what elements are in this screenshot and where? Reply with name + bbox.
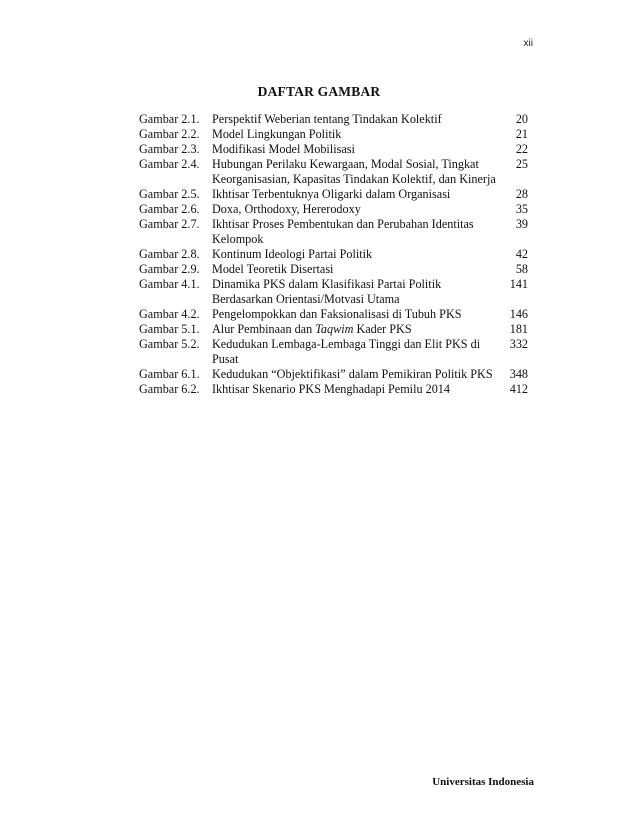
figure-page-number: 20 [515,112,528,126]
figure-caption [212,382,496,397]
figure-caption [212,142,496,157]
figure-caption [212,202,496,217]
figure-caption [212,112,496,127]
figure-caption-line: Modifikasi Model Mobilisasi [212,142,355,156]
figure-page-number: 146 [509,307,528,321]
page-number: xii [523,38,533,49]
list-item [139,337,528,367]
figure-label: Gambar 2.4. [139,157,200,171]
caption-italic-term: Taqwim [315,322,354,336]
list-item [139,157,528,187]
figure-list [139,112,528,397]
caption-text: Kader PKS [353,322,412,336]
figure-caption [212,247,496,262]
figure-caption-line: Berdasarkan Orientasi/Motvasi Utama [212,292,400,306]
figure-page-number: 348 [509,367,528,381]
figure-caption-line: Ikhtisar Terbentuknya Oligarki dalam Organisasi [212,187,451,201]
figure-caption [212,157,496,187]
figure-label: Gambar 2.6. [139,202,200,216]
figure-caption [212,127,496,142]
figure-page-number: 42 [515,247,528,261]
list-item [139,367,528,382]
figure-label: Gambar 4.2. [139,307,200,321]
list-item [139,247,528,262]
figure-caption [212,307,496,322]
caption-text: Alur Pembinaan dan [212,322,316,336]
figure-caption-line: Ikhtisar Skenario PKS Menghadapi Pemilu 2014 [212,382,450,396]
figure-label: Gambar 2.5. [139,187,200,201]
figure-caption-line: Kedudukan “Objektifikasi” dalam Pemikiran Politik PKS [212,367,493,381]
figure-label: Gambar 2.8. [139,247,200,261]
list-item [139,217,528,247]
figure-caption [212,337,496,367]
figure-caption-line: Kelompok [212,232,264,246]
list-item [139,142,528,157]
figure-caption [212,367,496,382]
list-item [139,307,528,322]
figure-page-number: 181 [509,322,528,336]
figure-page-number: 412 [509,382,528,396]
footer-institution: Universitas Indonesia [432,776,534,788]
list-item [139,277,528,307]
figure-caption-line: Keorganisasian, Kapasitas Tindakan Kolektif, dan Kinerja [212,172,496,186]
figure-page-number: 21 [515,127,528,141]
figure-caption [212,217,496,247]
list-item [139,382,528,397]
figure-caption-line: Pusat [212,352,239,366]
figure-label: Gambar 4.1. [139,277,200,291]
figure-caption-line: Hubungan Perilaku Kewargaan, Modal Sosial, Tingkat [212,157,479,171]
figure-label: Gambar 2.1. [139,112,200,126]
figure-page-number: 35 [515,202,528,216]
figure-caption [212,322,496,337]
figure-page-number: 141 [509,277,528,291]
figure-caption [212,187,496,202]
figure-label: Gambar 5.2. [139,337,200,351]
figure-label: Gambar 2.9. [139,262,200,276]
figure-caption-line: Kontinum Ideologi Partai Politik [212,247,373,261]
figure-label: Gambar 6.1. [139,367,200,381]
list-item [139,202,528,217]
list-item [139,262,528,277]
list-item [139,187,528,202]
figure-page-number: 332 [509,337,528,351]
figure-caption-line: Model Lingkungan Politik [212,127,342,141]
figure-caption-line: Kedudukan Lembaga-Lembaga Tinggi dan Elit PKS di [212,337,481,351]
figure-label: Gambar 2.3. [139,142,200,156]
figure-caption-line: Pengelompokkan dan Faksionalisasi di Tubuh PKS [212,307,462,321]
figure-label: Gambar 6.2. [139,382,200,396]
figure-caption-line: Dinamika PKS dalam Klasifikasi Partai Politik [212,277,442,291]
figure-page-number: 22 [515,142,528,156]
figure-page-number: 28 [515,187,528,201]
list-item [139,112,528,127]
figure-label: Gambar 2.2. [139,127,200,141]
figure-caption [212,277,496,307]
figure-page-number: 58 [515,262,528,276]
figure-caption-line [212,322,496,337]
figure-page-number: 25 [515,157,528,171]
list-item [139,322,528,337]
figure-caption-line: Perspektif Weberian tentang Tindakan Kolektif [212,112,442,126]
figure-label: Gambar 2.7. [139,217,200,231]
figure-caption [212,262,496,277]
list-item [139,127,528,142]
figure-page-number: 39 [515,217,528,231]
figure-caption-line: Model Teoretik Disertasi [212,262,334,276]
page-title: DAFTAR GAMBAR [257,84,381,99]
figure-caption-line: Doxa, Orthodoxy, Hererodoxy [212,202,361,216]
figure-label: Gambar 5.1. [139,322,200,336]
figure-caption-line: Ikhtisar Proses Pembentukan dan Perubahan Identitas [212,217,474,231]
